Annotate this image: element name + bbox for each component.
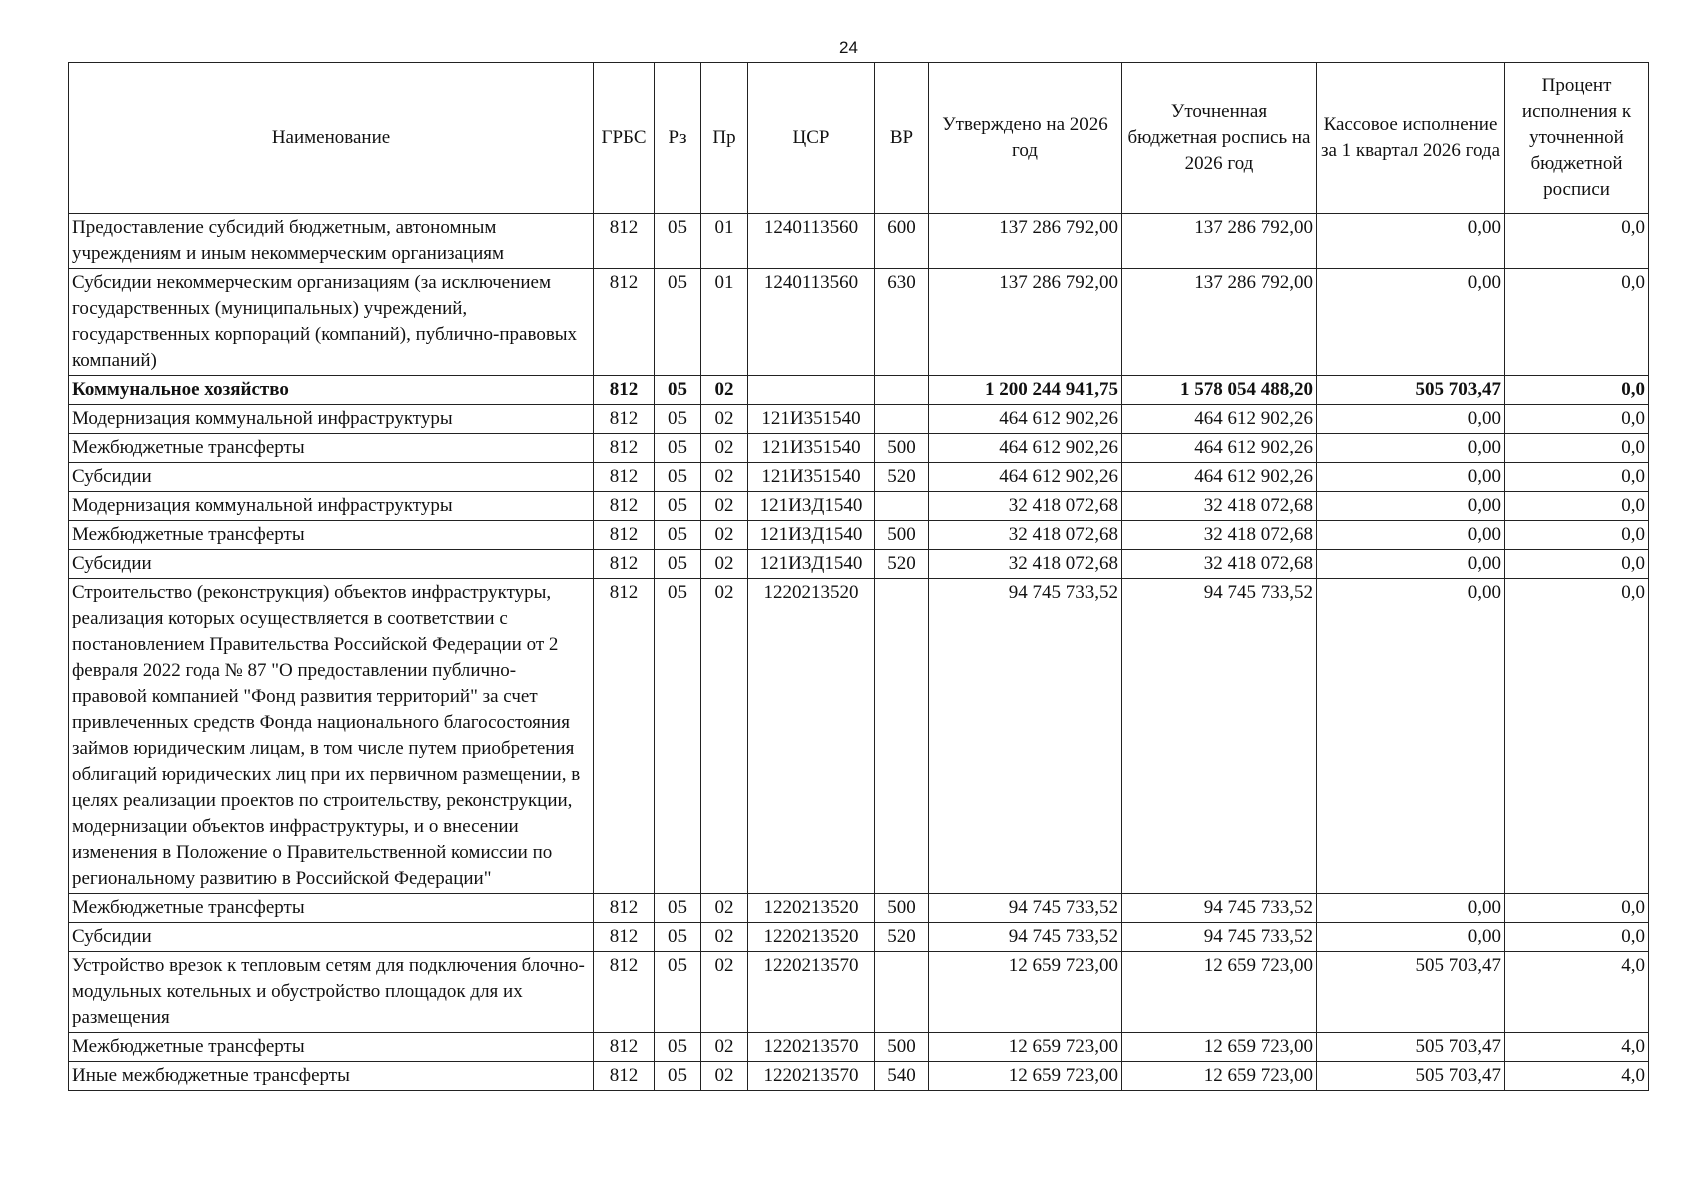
cell-name: Модернизация коммунальной инфраструктуры <box>69 492 594 521</box>
cell-vr <box>875 492 929 521</box>
cell-approved: 94 745 733,52 <box>929 579 1122 894</box>
cell-grbs: 812 <box>594 1062 655 1091</box>
cell-vr: 630 <box>875 269 929 376</box>
cell-refined: 94 745 733,52 <box>1122 579 1317 894</box>
cell-approved: 32 418 072,68 <box>929 492 1122 521</box>
cell-rz: 05 <box>655 894 701 923</box>
cell-rz: 05 <box>655 463 701 492</box>
cell-grbs: 812 <box>594 214 655 269</box>
cell-cash: 0,00 <box>1317 405 1505 434</box>
header-pr: Пр <box>701 63 748 214</box>
cell-vr: 520 <box>875 463 929 492</box>
cell-vr <box>875 952 929 1033</box>
cell-pr: 01 <box>701 269 748 376</box>
cell-csr: 121И3Д1540 <box>748 550 875 579</box>
cell-pr: 02 <box>701 492 748 521</box>
cell-approved: 32 418 072,68 <box>929 550 1122 579</box>
cell-csr: 1240113560 <box>748 269 875 376</box>
cell-cash: 0,00 <box>1317 579 1505 894</box>
cell-percent: 0,0 <box>1505 214 1649 269</box>
table-row <box>69 269 1649 376</box>
cell-rz: 05 <box>655 579 701 894</box>
cell-approved: 12 659 723,00 <box>929 1033 1122 1062</box>
table-row <box>69 405 1649 434</box>
cell-percent: 0,0 <box>1505 579 1649 894</box>
cell-cash: 0,00 <box>1317 550 1505 579</box>
cell-rz: 05 <box>655 521 701 550</box>
cell-pr: 02 <box>701 952 748 1033</box>
cell-name: Субсидии <box>69 463 594 492</box>
cell-name: Модернизация коммунальной инфраструктуры <box>69 405 594 434</box>
cell-csr: 1220213570 <box>748 1062 875 1091</box>
cell-vr: 520 <box>875 550 929 579</box>
cell-csr: 1240113560 <box>748 214 875 269</box>
cell-csr <box>748 376 875 405</box>
cell-cash: 0,00 <box>1317 463 1505 492</box>
cell-grbs: 812 <box>594 1033 655 1062</box>
cell-grbs: 812 <box>594 579 655 894</box>
cell-pr: 02 <box>701 376 748 405</box>
cell-grbs: 812 <box>594 550 655 579</box>
cell-percent: 4,0 <box>1505 1033 1649 1062</box>
table-row <box>69 579 1649 894</box>
cell-vr: 500 <box>875 434 929 463</box>
cell-approved: 464 612 902,26 <box>929 405 1122 434</box>
cell-grbs: 812 <box>594 434 655 463</box>
cell-rz: 05 <box>655 405 701 434</box>
cell-approved: 137 286 792,00 <box>929 269 1122 376</box>
header-rz: Рз <box>655 63 701 214</box>
cell-grbs: 812 <box>594 376 655 405</box>
table-header-row <box>69 63 1649 214</box>
cell-approved: 137 286 792,00 <box>929 214 1122 269</box>
cell-grbs: 812 <box>594 463 655 492</box>
cell-refined: 137 286 792,00 <box>1122 214 1317 269</box>
cell-vr: 540 <box>875 1062 929 1091</box>
cell-cash: 0,00 <box>1317 214 1505 269</box>
cell-name: Строительство (реконструкция) объектов инфраструктуры, реализация которых осуществляется в соответствии с постановлением Правительства Российской Федерации от 2 февраля 2022 года № 87 "О предоставлении публично-правовой компанией "Фонд развития территорий" за счет привлеченных средств Фонда национального благосостояния займов юридическим лицам, в том числе путем приобретения облигаций юридических лиц при их первичном размещении, в целях реализации проектов по строительству, реконструкции, модернизации объектов инфраструктуры, и о внесении изменения в Положение о Правительственной комиссии по региональному развитию в Российской Федерации" <box>69 579 594 894</box>
cell-pr: 01 <box>701 214 748 269</box>
cell-refined: 12 659 723,00 <box>1122 952 1317 1033</box>
table-body <box>69 214 1649 1091</box>
cell-refined: 94 745 733,52 <box>1122 894 1317 923</box>
cell-percent: 0,0 <box>1505 492 1649 521</box>
header-csr: ЦСР <box>748 63 875 214</box>
cell-vr <box>875 405 929 434</box>
cell-grbs: 812 <box>594 952 655 1033</box>
budget-table <box>68 62 1649 1091</box>
cell-pr: 02 <box>701 1033 748 1062</box>
cell-approved: 12 659 723,00 <box>929 952 1122 1033</box>
cell-csr: 1220213520 <box>748 923 875 952</box>
cell-name: Межбюджетные трансферты <box>69 521 594 550</box>
cell-rz: 05 <box>655 376 701 405</box>
cell-cash: 505 703,47 <box>1317 1033 1505 1062</box>
cell-cash: 0,00 <box>1317 894 1505 923</box>
cell-name: Межбюджетные трансферты <box>69 434 594 463</box>
cell-pr: 02 <box>701 894 748 923</box>
header-percent: Процент исполнения к уточненной бюджетной росписи <box>1505 63 1649 214</box>
cell-rz: 05 <box>655 923 701 952</box>
cell-rz: 05 <box>655 952 701 1033</box>
cell-pr: 02 <box>701 405 748 434</box>
cell-cash: 505 703,47 <box>1317 952 1505 1033</box>
cell-refined: 12 659 723,00 <box>1122 1033 1317 1062</box>
cell-approved: 94 745 733,52 <box>929 894 1122 923</box>
cell-cash: 505 703,47 <box>1317 376 1505 405</box>
cell-name: Иные межбюджетные трансферты <box>69 1062 594 1091</box>
cell-cash: 0,00 <box>1317 521 1505 550</box>
cell-approved: 464 612 902,26 <box>929 463 1122 492</box>
cell-grbs: 812 <box>594 521 655 550</box>
cell-cash: 0,00 <box>1317 269 1505 376</box>
cell-vr: 500 <box>875 521 929 550</box>
cell-cash: 0,00 <box>1317 923 1505 952</box>
cell-refined: 32 418 072,68 <box>1122 550 1317 579</box>
cell-csr: 1220213520 <box>748 579 875 894</box>
cell-percent: 0,0 <box>1505 405 1649 434</box>
cell-rz: 05 <box>655 434 701 463</box>
cell-refined: 464 612 902,26 <box>1122 463 1317 492</box>
cell-percent: 0,0 <box>1505 269 1649 376</box>
header-refined: Уточненная бюджетная роспись на 2026 год <box>1122 63 1317 214</box>
cell-approved: 94 745 733,52 <box>929 923 1122 952</box>
cell-pr: 02 <box>701 1062 748 1091</box>
table-row <box>69 952 1649 1033</box>
cell-vr: 520 <box>875 923 929 952</box>
cell-approved: 464 612 902,26 <box>929 434 1122 463</box>
cell-rz: 05 <box>655 1033 701 1062</box>
cell-grbs: 812 <box>594 492 655 521</box>
cell-refined: 32 418 072,68 <box>1122 521 1317 550</box>
cell-pr: 02 <box>701 463 748 492</box>
table-row <box>69 1062 1649 1091</box>
cell-csr: 121И3Д1540 <box>748 492 875 521</box>
cell-refined: 464 612 902,26 <box>1122 434 1317 463</box>
table-row <box>69 521 1649 550</box>
cell-cash: 0,00 <box>1317 434 1505 463</box>
cell-rz: 05 <box>655 269 701 376</box>
cell-csr: 121И351540 <box>748 434 875 463</box>
cell-percent: 0,0 <box>1505 923 1649 952</box>
cell-name: Субсидии некоммерческим организациям (за исключением государственных (муниципальных) учреждений, государственных корпораций (компаний), публично-правовых компаний) <box>69 269 594 376</box>
header-name: Наименование <box>69 63 594 214</box>
cell-percent: 0,0 <box>1505 463 1649 492</box>
cell-refined: 94 745 733,52 <box>1122 923 1317 952</box>
cell-name: Субсидии <box>69 923 594 952</box>
cell-vr <box>875 579 929 894</box>
cell-approved: 12 659 723,00 <box>929 1062 1122 1091</box>
cell-pr: 02 <box>701 923 748 952</box>
cell-rz: 05 <box>655 214 701 269</box>
table-row <box>69 434 1649 463</box>
table-row <box>69 376 1649 405</box>
cell-rz: 05 <box>655 550 701 579</box>
cell-vr: 500 <box>875 894 929 923</box>
cell-rz: 05 <box>655 1062 701 1091</box>
cell-vr: 500 <box>875 1033 929 1062</box>
cell-refined: 1 578 054 488,20 <box>1122 376 1317 405</box>
cell-grbs: 812 <box>594 894 655 923</box>
cell-name: Субсидии <box>69 550 594 579</box>
table-row <box>69 894 1649 923</box>
cell-refined: 12 659 723,00 <box>1122 1062 1317 1091</box>
cell-pr: 02 <box>701 521 748 550</box>
table-row <box>69 463 1649 492</box>
cell-csr: 1220213570 <box>748 1033 875 1062</box>
cell-pr: 02 <box>701 434 748 463</box>
cell-cash: 505 703,47 <box>1317 1062 1505 1091</box>
cell-approved: 32 418 072,68 <box>929 521 1122 550</box>
cell-refined: 464 612 902,26 <box>1122 405 1317 434</box>
cell-grbs: 812 <box>594 405 655 434</box>
cell-name: Межбюджетные трансферты <box>69 1033 594 1062</box>
cell-refined: 32 418 072,68 <box>1122 492 1317 521</box>
table-row <box>69 214 1649 269</box>
table-row <box>69 492 1649 521</box>
cell-vr: 600 <box>875 214 929 269</box>
cell-csr: 1220213570 <box>748 952 875 1033</box>
cell-name: Устройство врезок к тепловым сетям для подключения блочно-модульных котельных и обустройство площадок для их размещения <box>69 952 594 1033</box>
cell-percent: 0,0 <box>1505 521 1649 550</box>
header-approved: Утверждено на 2026 год <box>929 63 1122 214</box>
cell-rz: 05 <box>655 492 701 521</box>
table-row <box>69 550 1649 579</box>
cell-grbs: 812 <box>594 269 655 376</box>
header-grbs: ГРБС <box>594 63 655 214</box>
cell-percent: 0,0 <box>1505 434 1649 463</box>
cell-refined: 137 286 792,00 <box>1122 269 1317 376</box>
cell-name: Коммунальное хозяйство <box>69 376 594 405</box>
header-vr: ВР <box>875 63 929 214</box>
table-row <box>69 923 1649 952</box>
cell-vr <box>875 376 929 405</box>
cell-percent: 4,0 <box>1505 952 1649 1033</box>
cell-name: Предоставление субсидий бюджетным, автономным учреждениям и иным некоммерческим организациям <box>69 214 594 269</box>
cell-csr: 121И351540 <box>748 463 875 492</box>
cell-csr: 121И3Д1540 <box>748 521 875 550</box>
cell-percent: 0,0 <box>1505 550 1649 579</box>
page-number: 24 <box>839 38 858 57</box>
cell-percent: 4,0 <box>1505 1062 1649 1091</box>
table-row <box>69 1033 1649 1062</box>
cell-percent: 0,0 <box>1505 376 1649 405</box>
cell-name: Межбюджетные трансферты <box>69 894 594 923</box>
cell-csr: 1220213520 <box>748 894 875 923</box>
cell-percent: 0,0 <box>1505 894 1649 923</box>
cell-csr: 121И351540 <box>748 405 875 434</box>
cell-grbs: 812 <box>594 923 655 952</box>
cell-pr: 02 <box>701 579 748 894</box>
cell-pr: 02 <box>701 550 748 579</box>
cell-approved: 1 200 244 941,75 <box>929 376 1122 405</box>
header-cash: Кассовое исполнение за 1 квартал 2026 года <box>1317 63 1505 214</box>
cell-cash: 0,00 <box>1317 492 1505 521</box>
